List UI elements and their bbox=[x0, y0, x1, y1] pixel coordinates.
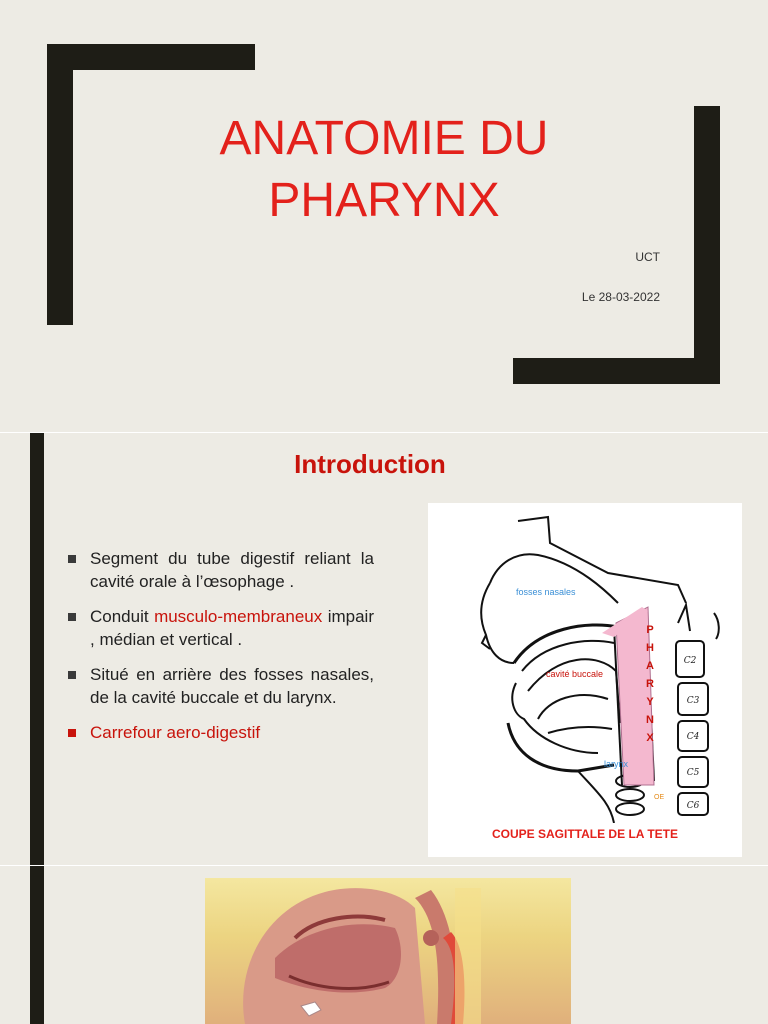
list-item bbox=[68, 605, 374, 651]
slide-heading: Introduction bbox=[294, 449, 446, 479]
left-accent-bar bbox=[30, 866, 44, 1024]
left-accent-bar bbox=[30, 433, 44, 865]
list-item bbox=[68, 663, 374, 709]
square-bullet-icon bbox=[68, 729, 76, 737]
list-item bbox=[68, 721, 374, 744]
date-label: Le 28-03-2022 bbox=[581, 290, 660, 304]
frame-top-left-vertical bbox=[47, 44, 73, 325]
pharynx-letter: Y bbox=[646, 696, 654, 708]
frame-bottom-right-horizontal bbox=[513, 358, 720, 384]
bullet-list bbox=[68, 547, 374, 756]
bullet-text-prefix: Conduit bbox=[90, 607, 155, 626]
pharynx-letter: P bbox=[646, 624, 654, 636]
vertebra-label: C3 bbox=[686, 696, 700, 706]
introduction-slide bbox=[0, 433, 768, 865]
bullet-highlight: musculo-membraneux bbox=[154, 607, 323, 626]
square-bullet-icon bbox=[68, 613, 76, 621]
head-section-illustration bbox=[205, 878, 571, 1024]
label-oe: OE bbox=[654, 794, 665, 801]
figure-caption: COUPE SAGITTALE DE LA TETE bbox=[491, 827, 678, 841]
vertebra-label: C2 bbox=[683, 656, 697, 666]
list-item bbox=[68, 547, 374, 593]
frame-bottom-right-vertical bbox=[694, 106, 720, 384]
sagittal-section-figure bbox=[428, 503, 742, 857]
vertebra-label: C6 bbox=[686, 801, 700, 811]
pharynx-letter: R bbox=[646, 678, 654, 690]
slide-title bbox=[150, 108, 618, 232]
bullet-text-suffix: impair , médian et vertical . bbox=[90, 607, 374, 649]
anatomy-illustration bbox=[205, 878, 571, 1024]
anatomy-image-slide bbox=[0, 866, 768, 1024]
institution-label: UCT bbox=[635, 250, 660, 264]
pharynx-letter: X bbox=[646, 732, 654, 744]
pharynx-letter: N bbox=[646, 714, 654, 726]
vertebra-label: C4 bbox=[686, 732, 700, 742]
pharynx-letter: A bbox=[646, 660, 654, 672]
label-fosses-nasales: fosses nasales bbox=[516, 587, 576, 597]
pharynx-letter: H bbox=[646, 642, 654, 654]
label-cavite-buccale: cavité buccale bbox=[546, 669, 604, 679]
title-line-1: ANATOMIE DU bbox=[219, 112, 549, 165]
label-larynx: larynx bbox=[604, 759, 629, 769]
title-line-2: PHARYNX bbox=[268, 174, 500, 227]
bullet-text: Situé en arrière des fosses nasales, de la cavité buccale et du larynx. bbox=[90, 665, 374, 707]
head-sagittal-drawing bbox=[428, 503, 742, 823]
bullet-text: Carrefour aero-digestif bbox=[90, 723, 261, 742]
frame-top-left-horizontal bbox=[47, 44, 255, 70]
bullet-text: Segment du tube digestif reliant la cavité orale à l’œsophage . bbox=[90, 549, 374, 591]
square-bullet-icon bbox=[68, 671, 76, 679]
vertebra-label: C5 bbox=[686, 768, 700, 778]
square-bullet-icon bbox=[68, 555, 76, 563]
title-slide bbox=[0, 0, 768, 432]
